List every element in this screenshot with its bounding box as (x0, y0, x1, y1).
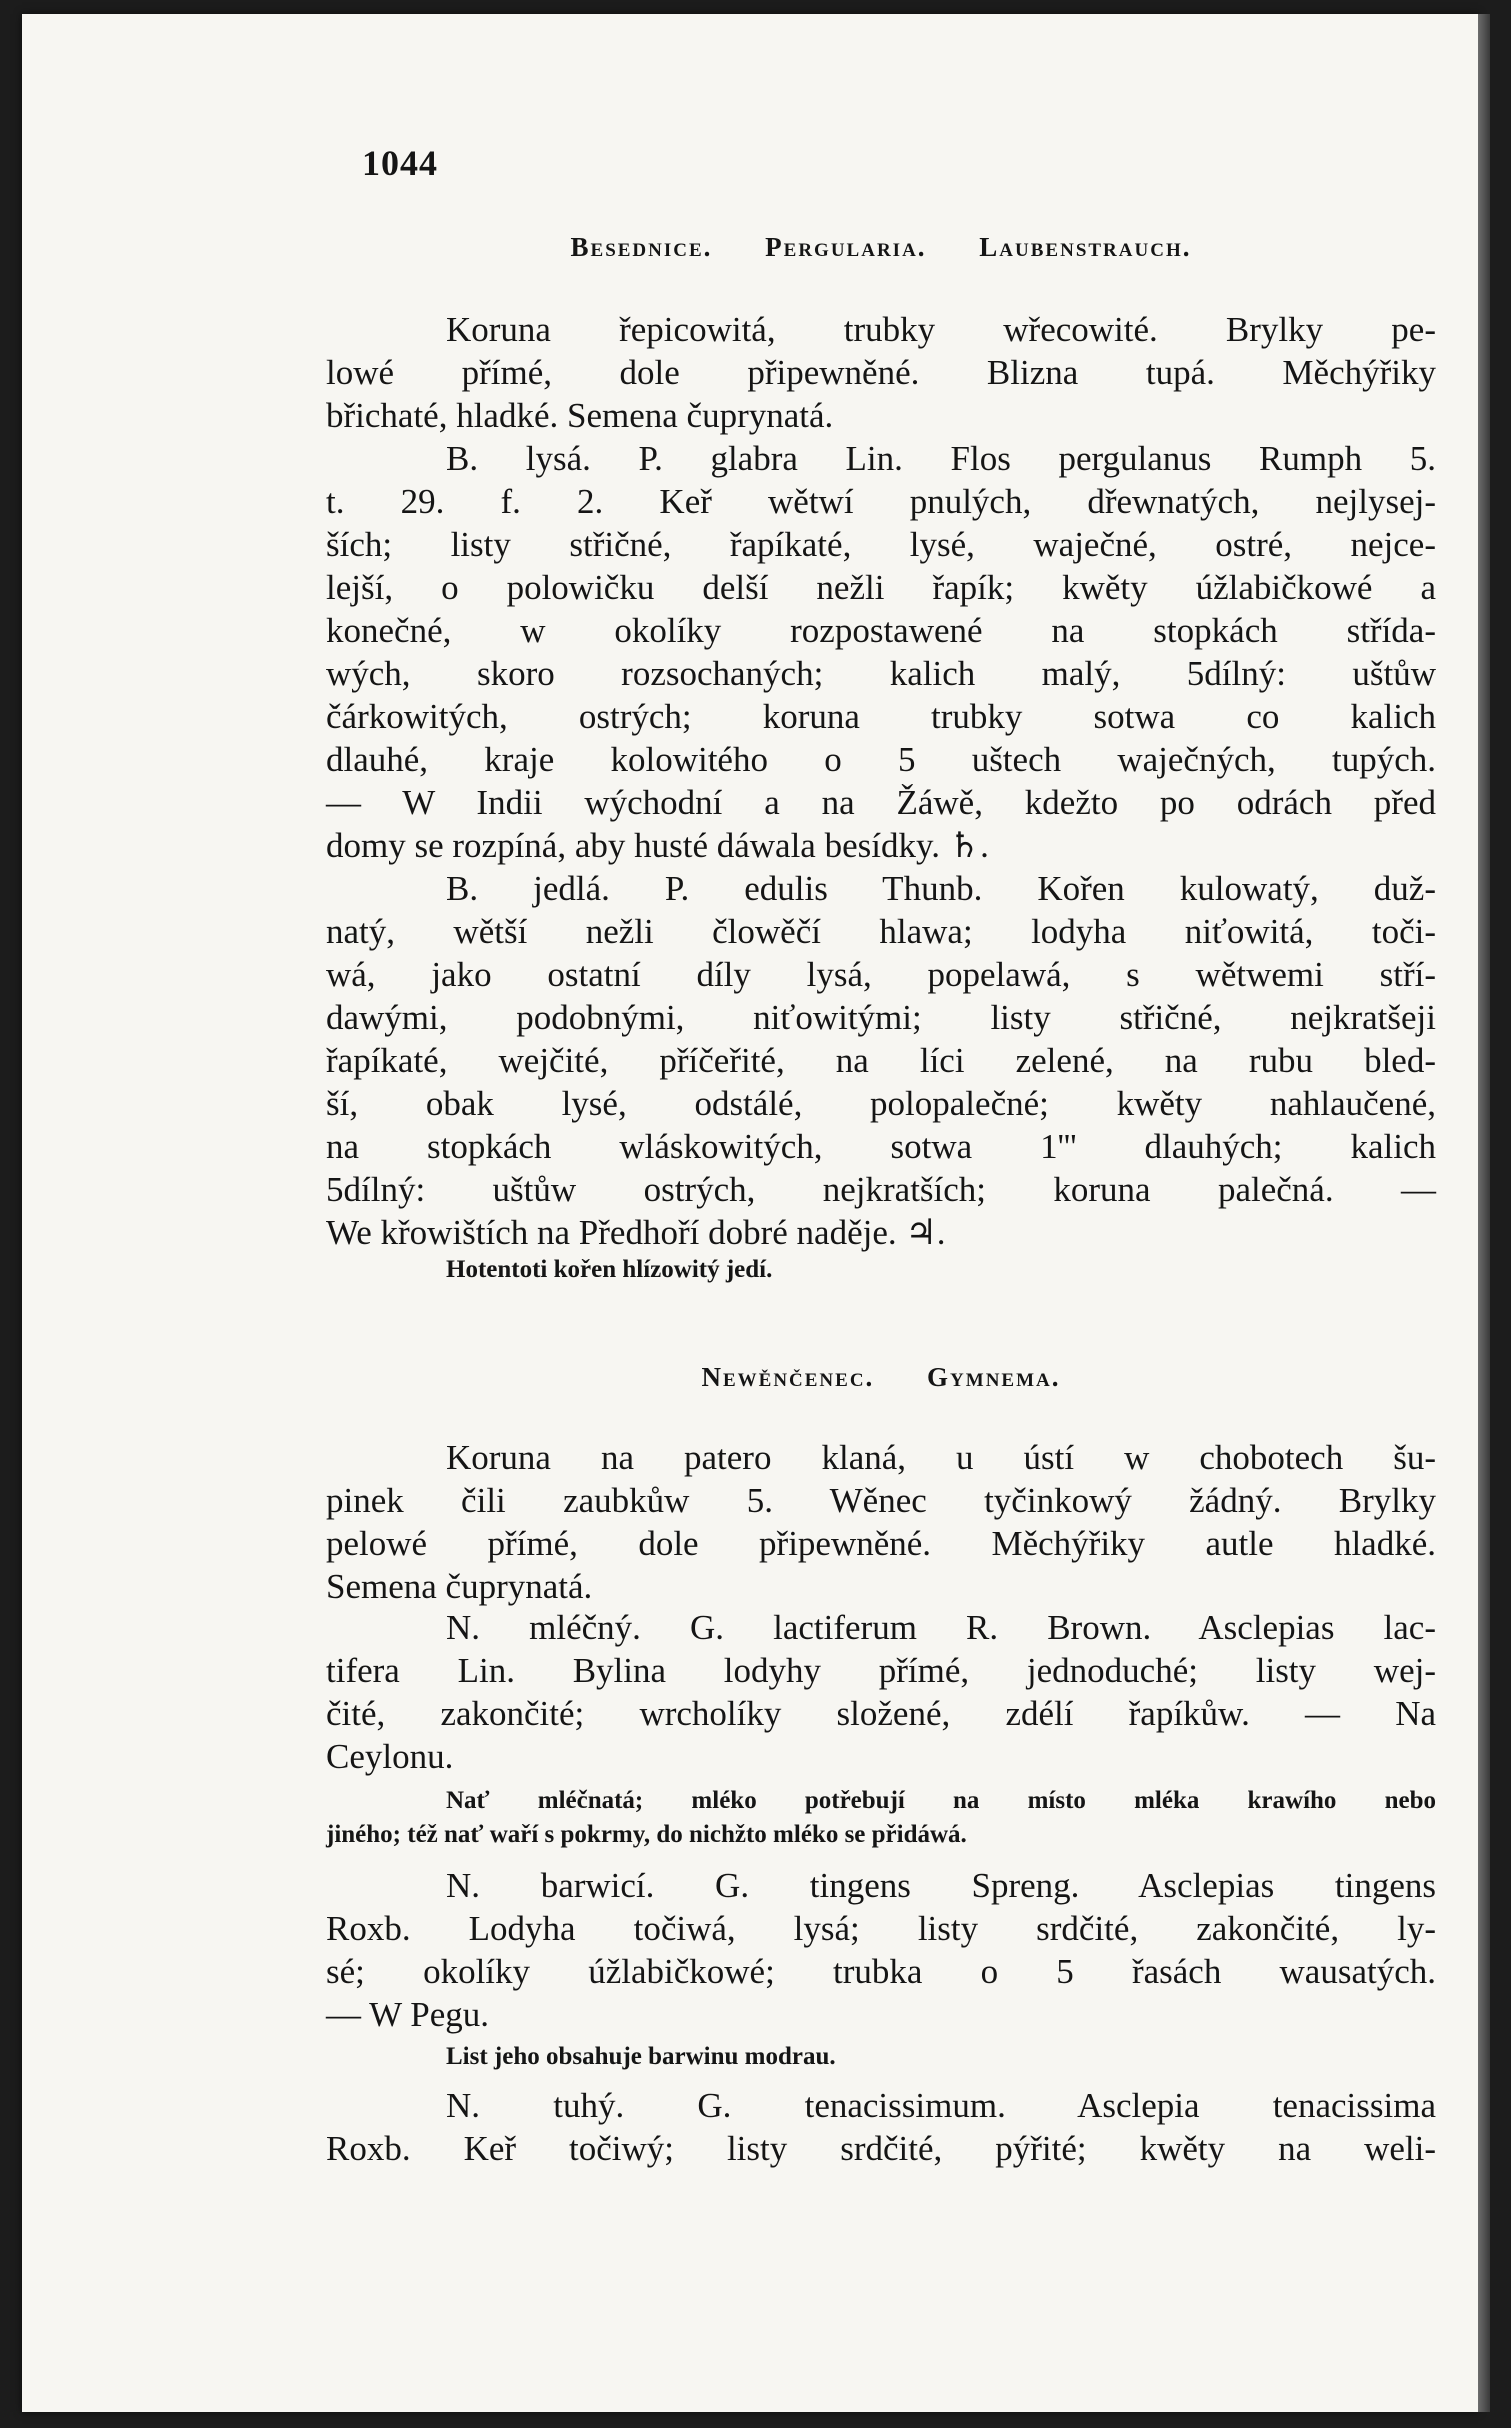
line: řapíkaté, wejčité, příčeřité, na líci zelené, na rubu bled- (326, 1041, 1436, 1080)
line: sé; okolíky úžlabičkowé; trubka o 5 řasách wausatých. (326, 1952, 1436, 1991)
line: Roxb. Lodyha točiwá, lysá; listy srdčité, zakončité, ly- (326, 1909, 1436, 1948)
line: konečné, w okolíky rozpostawené na stopkách střída- (326, 611, 1436, 650)
line: Koruna na patero klaná, u ústí w chobotech šu- (446, 1438, 1436, 1477)
line: 5dílný: uštůw ostrých, nejkratších; koruna palečná. — (326, 1170, 1436, 1209)
line: natý, wětší nežli člowěčí hlawa; lodyha niťowitá, toči- (326, 912, 1436, 951)
line: N. barwicí. G. tingens Spreng. Asclepias tingens (446, 1866, 1436, 1905)
heading-czech: Besednice. (570, 232, 713, 262)
note-lactiferum (326, 1784, 1436, 1852)
line: lejší, o polowičku delší nežli řapík; kwěty úžlabičkowé a (326, 568, 1436, 607)
line: We křowištích na Předhoří dobré naděje. ♃. (326, 1213, 946, 1252)
genus-description (326, 1436, 1436, 1608)
species-tingens (326, 1864, 1436, 2036)
page-edge (1478, 14, 1490, 2412)
heading-german: Laubenstrauch. (979, 232, 1192, 262)
line: B. lysá. P. glabra Lin. Flos pergulanus Rumph 5. (446, 439, 1436, 478)
heading-czech: Newěnčenec. (701, 1362, 875, 1392)
note-tingens (326, 2040, 1436, 2074)
line: dawými, podobnými, niťowitými; listy střičné, nejkratšeji (326, 998, 1436, 1037)
line: čárkowitých, ostrých; koruna trubky sotwa co kalich (326, 697, 1436, 736)
line: Ceylonu. (326, 1737, 454, 1776)
page-number: 1044 (362, 143, 438, 183)
line: jiného; též nať waří s pokrmy, do nichžto mléko se přidáwá. (326, 1821, 967, 1848)
line: N. mléčný. G. lactiferum R. Brown. Asclepias lac- (446, 1608, 1436, 1647)
line: List jeho obsahuje barwinu modrau. (446, 2043, 836, 2070)
line: — W Indii wýchodní a na Žáwě, kdežto po odrách před (326, 783, 1436, 822)
line: pelowé přímé, dole připewněné. Měchýřiky autle hladké. (326, 1524, 1436, 1563)
line: lowé přímé, dole připewněné. Blizna tupá. Měchýřiky (326, 353, 1436, 392)
species-edulis (326, 867, 1436, 1254)
line: domy se rozpíná, aby husté dáwala besídky. ♄. (326, 826, 989, 865)
line: břichaté, hladké. Semena čuprynatá. (326, 396, 834, 435)
line: na stopkách wláskowitých, sotwa 1''' dlauhých; kalich (326, 1127, 1436, 1166)
section-heading-besednice (326, 232, 1436, 263)
species-tenacissimum (326, 2084, 1436, 2170)
line: Roxb. Keř točiwý; listy srdčité, pýřité; kwěty na weli- (326, 2129, 1436, 2168)
line: ších; listy střičné, řapíkaté, lysé, waječné, ostré, nejce- (326, 525, 1436, 564)
line: N. tuhý. G. tenacissimum. Asclepia tenacissima (446, 2086, 1436, 2125)
line: pinek čili zaubkůw 5. Wěnec tyčinkowý žádný. Brylky (326, 1481, 1436, 1520)
line: tifera Lin. Bylina lodyhy přímé, jednoduché; listy wej- (326, 1651, 1436, 1690)
line: wá, jako ostatní díly lysá, popelawá, s wětwemi stří- (326, 955, 1436, 994)
species-glabra (326, 437, 1436, 867)
note-edulis (326, 1253, 1436, 1287)
line: wých, skoro rozsochaných; kalich malý, 5dílný: uštůw (326, 654, 1436, 693)
line: — W Pegu. (326, 1995, 490, 2034)
heading-latin: Gymnema. (927, 1362, 1061, 1392)
line: dlauhé, kraje kolowitého o 5 uštech waječných, tupých. (326, 740, 1436, 779)
line: Nať mléčnatá; mléko potřebují na místo mléka krawího nebo (446, 1787, 1436, 1814)
heading-latin: Pergularia. (765, 232, 927, 262)
line: ší, obak lysé, odstálé, polopalečné; kwěty nahlaučené, (326, 1084, 1436, 1123)
line: čité, zakončité; wrcholíky složené, zdélí řapíkůw. — Na (326, 1694, 1436, 1733)
section-heading-newencenec (326, 1362, 1436, 1393)
species-lactiferum (326, 1606, 1436, 1778)
line: Koruna řepicowitá, trubky wřecowité. Brylky pe- (446, 310, 1436, 349)
genus-description (326, 308, 1436, 437)
line: Hotentoti kořen hlízowitý jedí. (446, 1256, 773, 1283)
line: Semena čuprynatá. (326, 1567, 593, 1606)
line: t. 29. f. 2. Keř wětwí pnulých, dřewnatých, nejlysej- (326, 482, 1436, 521)
line: B. jedlá. P. edulis Thunb. Kořen kulowatý, duž- (446, 869, 1436, 908)
